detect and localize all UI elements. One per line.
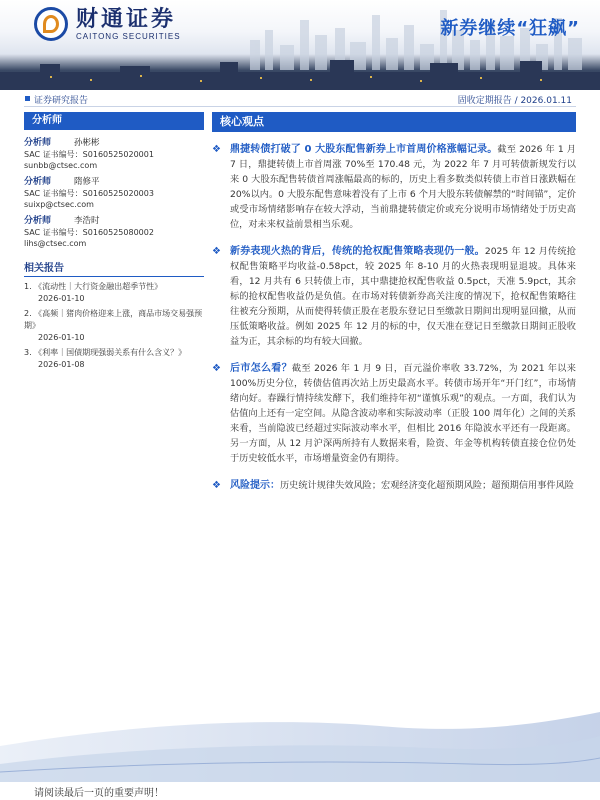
core-point [212,478,576,494]
analyst-license: SAC 证书编号：S0160525020001 [24,150,154,159]
header-banner [0,0,600,90]
report-title: 新券继续“狂飙” [440,18,580,39]
related-report-date: 2026-01-10 [38,294,85,303]
logo-english-name: CAITONG SECURITIES [76,31,181,41]
related-report-item[interactable] [24,308,204,344]
analyst-role: 分析师 [24,177,52,187]
analyst-role: 分析师 [24,138,52,148]
core-point-lead: 后市怎么看？ [230,363,292,374]
related-report-title[interactable]: 3. 《利率｜国债期现强弱关系有什么含义？》 [24,348,187,357]
analyst-card [24,177,204,210]
report-category: 证券研究报告 [34,93,88,106]
analyst-section-header: 分析师 [24,112,204,130]
analyst-name: 李浩时 [74,216,100,226]
analyst-email[interactable]: suixp@ctsec.com [24,200,94,209]
related-report-date: 2026-01-08 [38,360,85,369]
core-point-text [230,142,576,232]
analyst-name: 隋修平 [74,177,100,187]
disclaimer-text: 请阅读最后一页的重要声明！ [34,788,164,799]
core-point [212,244,576,349]
sidebar [24,112,204,374]
diamond-bullet-icon: ❖ [212,246,221,257]
related-report-date: 2026-01-10 [38,333,85,342]
related-report-item[interactable] [24,347,204,371]
diamond-bullet-icon: ❖ [212,480,221,491]
risk-warning-body: 历史统计规律失效风险；宏观经济变化超预期风险；超预期信用事件风险 [280,480,574,491]
core-point-text [230,478,576,494]
core-point-text [230,361,576,466]
main-content [212,112,576,506]
analyst-name: 孙彬彬 [74,138,100,148]
core-point-body: 截至 2026 年 1 月 7 日，鼎捷转债上市首周涨 70%至 170.48 元，为 2022 年 7 月可转债新规发行以来 0 大股东配售转债首周涨幅最高的标的，历史上看多数类似转债上市首日涨跌幅在 20%以内。0 大股东配售意味着没有了上市 6 个月大股东转债解禁的“时间锚”，定价或受市场情绪影响存在较大浮动，当前鼎捷转债定价或充分说明市场情绪处于历史高位，对未来权益前景相当乐观。 [230,144,576,230]
logo-icon [34,7,68,41]
related-reports-header: 相关报告 [24,259,204,277]
related-report-title[interactable]: 2. 《高频｜猪肉价格迎来上涨，商品市场交易强预期》 [24,309,203,330]
meta-row [24,92,576,107]
core-point-body: 2025 年 12 月传统抢权配售策略平均收益-0.58pct，较 2025 年 8-10 月的火热表现明显退坡。具体来看，12 月共有 6 只转债上市，其中鼎捷抢权配售收益 0.5pct，天准 5.9pct，其余标的抢权配售收益仍是负值。在市场对转债新券高关注度的情况下，抢权配售策略往往被充分预期，从而使得转债正股在老股东登记日至缴款日期间出现明显回撤，从而压低策略收益。例如 2025 年 12 月的标的中，仅天准在登记日至缴款日期间正股收益为正，其余标的均有较大回撤。 [230,246,576,347]
risk-warning-lead: 风险提示： [230,480,280,491]
analyst-email[interactable]: lihs@ctsec.com [24,239,87,248]
core-point [212,361,576,466]
core-point [212,142,576,232]
analyst-role: 分析师 [24,216,52,226]
diamond-bullet-icon: ❖ [212,363,221,374]
core-point-lead: 新券表现火热的背后，传统的抢权配售策略表现仍一般。 [230,246,485,257]
analyst-email[interactable]: sunbb@ctsec.com [24,161,98,170]
related-report-title[interactable]: 1. 《流动性｜大行资金融出超季节性》 [24,282,163,291]
footer-wave-graphic [0,706,600,782]
analyst-card [24,216,204,249]
related-report-item[interactable] [24,281,204,305]
analyst-license: SAC 证书编号：S0160525080002 [24,228,154,237]
diamond-bullet-icon: ❖ [212,144,221,155]
report-type-date: 固收定期报告 / 2026.01.11 [457,96,572,106]
analyst-card [24,138,204,171]
company-logo [34,4,181,44]
logo-chinese-name: 财通证券 [76,6,177,32]
core-point-lead: 鼎捷转债打破了 0 大股东配售新券上市首周价格涨幅记录。 [230,144,498,155]
analyst-license: SAC 证书编号：S0160525020003 [24,189,154,198]
core-views-header: 核心观点 [212,112,576,132]
core-point-text [230,244,576,349]
core-point-body: 截至 2026 年 1 月 9 日，百元溢价率收 33.72%，为 2021 年以来 100%历史分位，转债估值再次站上历史最高水平。转债市场开年“开门红”，市场情绪向好。春躁行情持续发酵下，我们维持年初“谨慎乐观”的观点。一方面，我们认为估值向上还有一定空间。从隐含波动率和实际波动率（正股 100 周年化）之间的关系来看，当前隐波已经超过实际波动率水平，但相比 2016 年隐波水平还有一段距离。另一方面，从 12 月沪深两所持有人数据来看，险资、年金等机构转债直接仓位仍处于历史较低水平，市场增量资金仍有期待。 [230,363,576,464]
